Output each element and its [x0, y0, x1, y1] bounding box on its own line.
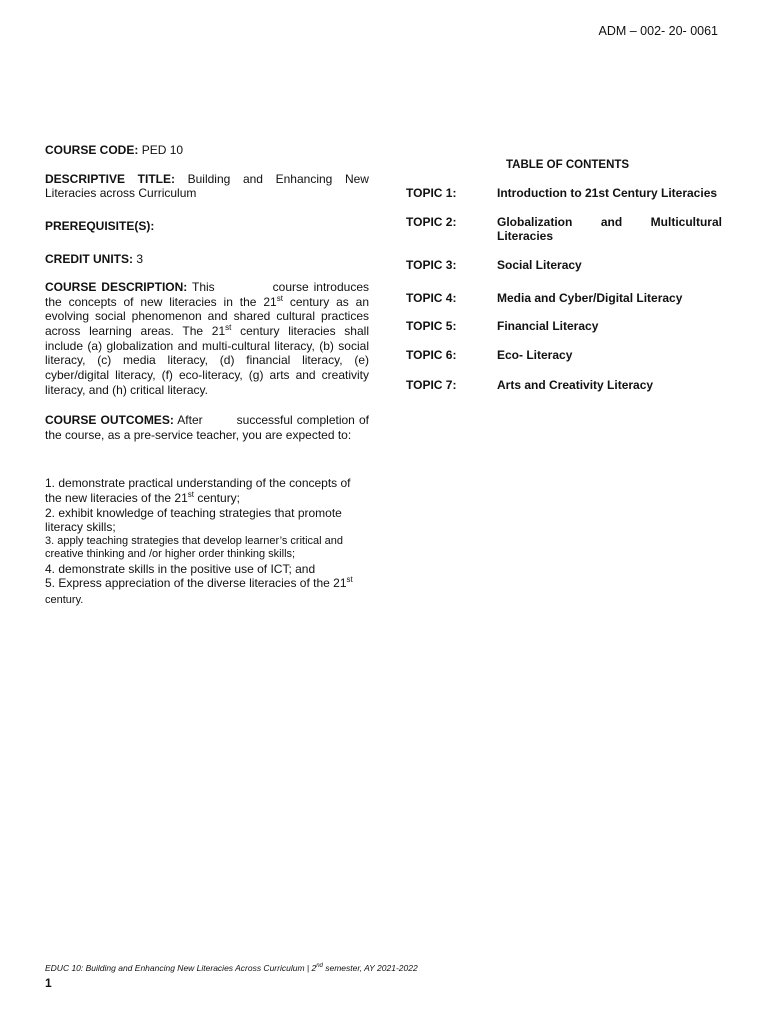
- descriptive-title-value: Building and Enhancing New Literacies across Curriculum: [45, 171, 369, 201]
- outcome-item-4: 4. demonstrate skills in the positive use of ICT; and: [45, 561, 316, 576]
- table-of-contents: [406, 186, 722, 407]
- outcome-item-2: 2. exhibit knowledge of teaching strategies that promote literacy skills;: [45, 505, 342, 535]
- toc-topic-name: Media and Cyber/Digital Literacy: [497, 290, 683, 305]
- toc-title: TABLE OF CONTENTS: [506, 159, 630, 171]
- toc-topic-4[interactable]: [406, 291, 722, 306]
- course-description-text-2: course introduces the concepts of new literacies in the 21: [45, 280, 369, 309]
- toc-topic-number: TOPIC 3:: [406, 257, 457, 272]
- toc-topic-name: Globalization and Multicultural Literacies: [497, 214, 722, 244]
- toc-topic-name: Introduction to 21st Century Literacies: [497, 186, 718, 200]
- course-description-field: [45, 280, 369, 397]
- course-outcomes-label: COURSE OUTCOMES:: [45, 413, 174, 428]
- toc-topic-3[interactable]: [406, 258, 722, 273]
- credit-units-field: [45, 252, 369, 267]
- toc-topic-number: TOPIC 4:: [406, 290, 457, 305]
- toc-topic-number: TOPIC 7:: [406, 378, 457, 393]
- prerequisite-field: [45, 219, 369, 234]
- toc-topic-number: TOPIC 1:: [406, 186, 457, 200]
- page-number: 1: [45, 976, 52, 990]
- toc-topic-number: TOPIC 2:: [406, 214, 457, 229]
- course-description-text-1: This: [192, 280, 215, 295]
- toc-topic-number: TOPIC 5:: [406, 319, 457, 334]
- document-code: ADM – 002- 20- 0061: [598, 24, 718, 38]
- course-code-field: [45, 143, 369, 158]
- course-description-text-3: century as an evolving social phenomenon and shared cultural practices across learning areas. The 21: [45, 294, 370, 338]
- ordinal-suffix: nd: [316, 963, 323, 969]
- ordinal-suffix: st: [187, 490, 194, 499]
- outcomes-list: [45, 476, 369, 607]
- toc-topic-5[interactable]: [406, 319, 722, 334]
- credit-units-label: CREDIT UNITS:: [45, 251, 133, 266]
- descriptive-title-field: [45, 172, 369, 201]
- toc-topic-1[interactable]: [406, 186, 722, 201]
- course-code-value: PED 10: [141, 143, 184, 157]
- ordinal-suffix: st: [276, 293, 283, 303]
- toc-topic-6[interactable]: [406, 348, 722, 363]
- toc-topic-2[interactable]: [406, 215, 722, 244]
- prerequisite-label: PREREQUISITE(S):: [45, 218, 155, 233]
- toc-topic-name: Arts and Creativity Literacy: [497, 378, 654, 393]
- ordinal-suffix: st: [346, 575, 353, 585]
- toc-topic-name: Financial Literacy: [497, 319, 599, 334]
- toc-topic-7[interactable]: [406, 378, 722, 393]
- page-footer: EDUC 10: Building and Enhancing New Literacies Across Curriculum | 2nd semester, AY 2021-2022: [45, 963, 418, 973]
- outcome-item-1: 1. demonstrate practical understanding of the concepts of the new literacies of the 21st century;: [45, 476, 351, 505]
- outcome-item-5: 5. Express appreciation of the diverse literacies of the 21st century.: [45, 575, 353, 606]
- course-outcomes-intro-2: successful completion of the course, as a pre-service teacher, you are expected to:: [45, 413, 369, 442]
- course-description-text-4: century literacies shall include (a) globalization and multi-cultural literacy, (b) social literacy, (c) media literacy, (d) financial literacy, (e) cyber/digital literacy, (f) eco-literacy, (g) arts and creativity literacy, and (h) critical literacy.: [45, 324, 369, 397]
- credit-units-value: 3: [136, 251, 144, 266]
- descriptive-title-label: DESCRIPTIVE TITLE:: [45, 171, 175, 186]
- outcome-item-3: 3. apply teaching strategies that develop learner’s critical and creative thinking and /or higher order thinking skills;: [45, 534, 343, 561]
- course-code-label: COURSE CODE:: [45, 143, 139, 157]
- course-description-label: COURSE DESCRIPTION:: [45, 280, 188, 295]
- toc-topic-name: Eco- Literacy: [497, 347, 573, 362]
- toc-topic-number: TOPIC 6:: [406, 347, 457, 362]
- toc-topic-name: Social Literacy: [497, 257, 582, 272]
- ordinal-suffix: st: [225, 323, 232, 332]
- course-info: [45, 143, 369, 607]
- course-outcomes-field: [45, 413, 369, 442]
- course-outcomes-intro-1: After: [177, 413, 203, 428]
